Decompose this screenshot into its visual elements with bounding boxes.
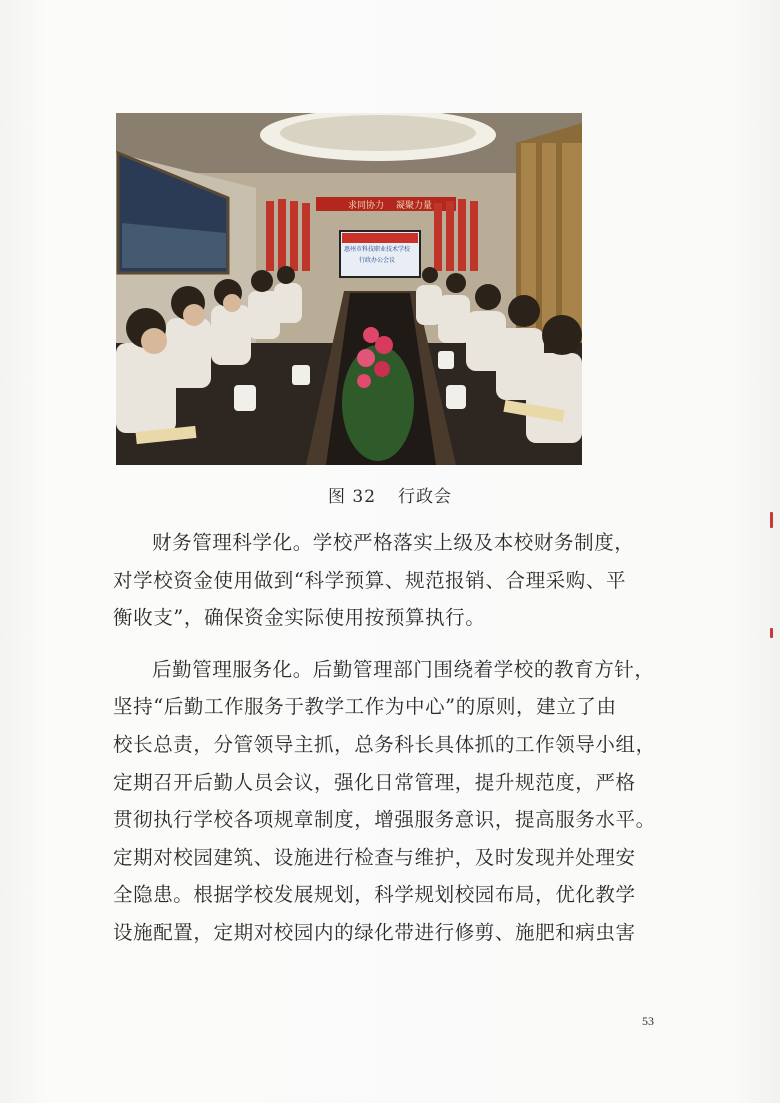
meeting-photo: [116, 113, 582, 465]
edge-mark: [770, 512, 773, 528]
banner-text-left: 求同协力: [348, 200, 385, 210]
text-line: 财务管理科学化。学校严格落实上级及本校财务制度，: [152, 531, 635, 554]
text-line: 校长总责，分管领导主抓，总务科长具体抓的工作领导小组，: [113, 732, 656, 756]
text-line: 定期对校园建筑、设施进行检查与维护，及时发现并处理安: [113, 845, 636, 869]
text-line: 全隐患。根据学校发展规划，科学规划校园布局，优化教学: [113, 883, 636, 907]
paragraph-finance: [113, 524, 673, 637]
figure-caption: [0, 482, 780, 507]
text-line: 设施配置，定期对校园内的绿化带进行修剪、施肥和病虫害: [113, 920, 636, 944]
text-line: 对学校资金使用做到“科学预算、规范报销、合理采购、平: [113, 568, 627, 592]
caption-number: 图 32: [327, 487, 377, 507]
screen-text-line2: 行政办公会议: [359, 258, 396, 264]
text-line: 坚持“后勤工作服务于教学工作为中心”的原则，建立了由: [113, 695, 617, 719]
screen-text-line1: 惠州市科技职业技术学校: [344, 247, 411, 253]
page-number: 53: [642, 1014, 654, 1028]
text-line: 定期召开后勤人员会议，强化日常管理，提升规范度，严格: [113, 770, 636, 794]
caption-title: 行政会: [398, 487, 453, 507]
text-line: 衡收支”，确保资金实际使用按预算执行。: [113, 606, 486, 630]
banner-text-right: 凝聚力量: [396, 200, 433, 210]
body-text: [113, 524, 673, 952]
edge-mark: [770, 628, 773, 638]
meeting-photo-illustration: [116, 113, 582, 465]
text-line: 后勤管理服务化。后勤管理部门围绕着学校的教育方针，: [152, 657, 655, 681]
paragraph-logistics: [113, 651, 673, 952]
text-line: 贯彻执行学校各项规章制度，增强服务意识，提高服务水平。: [113, 808, 656, 832]
